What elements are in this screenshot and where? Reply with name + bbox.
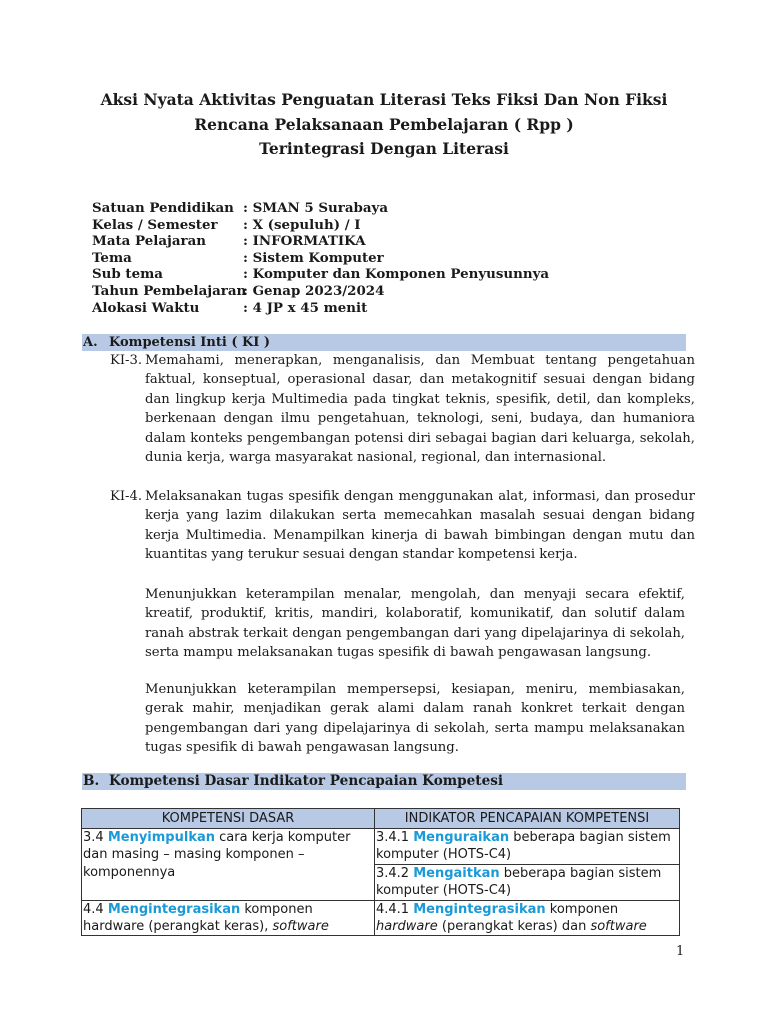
info-value: : SMAN 5 Surabaya bbox=[243, 200, 389, 216]
section-letter: B. bbox=[83, 773, 100, 789]
ki-4-paragraph-3: Menunjukkan keterampilan mempersepsi, kesiapan, meniru, membiasakan, gerak mahir, menjadikan gerak alami dalam ranah konkret terkait dengan pengembangan dari yang dipelajarinya di sekolah, serta mampu melaksanakan tugas spesifik di bawah pengawasan langsung. bbox=[145, 682, 685, 756]
ipk-number: 3.4.2 bbox=[376, 865, 414, 881]
kd-keyword: Mengintegrasikan bbox=[107, 901, 241, 917]
ipk-keyword: Mengaitkan bbox=[413, 865, 500, 881]
section-a-heading bbox=[82, 334, 686, 351]
ki-number: KI-4. bbox=[110, 489, 143, 504]
section-b-heading bbox=[82, 773, 686, 790]
info-value: : X (sepuluh) / I bbox=[243, 216, 361, 233]
ipk-cell bbox=[375, 829, 680, 865]
info-row bbox=[92, 217, 549, 234]
info-value: : Komputer dan Komponen Penyusunnya bbox=[243, 266, 550, 283]
info-row bbox=[92, 283, 549, 300]
section-title: Kompetensi Dasar Indikator Pencapaian Kompetesi bbox=[109, 773, 504, 789]
info-row bbox=[92, 250, 549, 267]
section-letter: A. bbox=[83, 335, 98, 350]
ki-text: Melaksanakan tugas spesifik dengan menggunakan alat, informasi, dan prosedur kerja yang lazim dilakukan serta memecahkan masalah sesuai dengan bidang kerja Multimedia. Menampilkan kinerja di bawah bimbingan dengan mutu dan kuantitas yang terukur sesuai dengan standar kompetensi kerja. bbox=[145, 489, 695, 563]
info-row bbox=[92, 233, 549, 250]
ipk-text: beberapa bagian sistem komputer (HOTS-C4) bbox=[376, 865, 662, 899]
ipk-number: 4.4.1 bbox=[376, 901, 414, 917]
page-number: 1 bbox=[676, 944, 685, 959]
kd-text: komponen hardware (perangkat keras), bbox=[83, 901, 313, 935]
kd-cell bbox=[82, 829, 375, 901]
info-value: : Genap 2023/2024 bbox=[243, 282, 385, 299]
ipk-cell bbox=[375, 864, 680, 900]
ki-4-paragraph-2: Menunjukkan keterampilan menalar, mengolah, dan menyaji secara efektif, kreatif, produktif, kritis, mandiri, kolaboratif, komunikatif, dan solutif dalam ranah abstrak terkait dengan pengembangan dari yang dipelajarinya di sekolah, serta mampu melaksanakan tugas spesifik di bawah pengawasan langsung. bbox=[145, 587, 685, 661]
ipk-emphasis: software bbox=[590, 919, 647, 935]
ipk-keyword: Menguraikan bbox=[413, 830, 510, 845]
info-label: Tahun Pembelajaran bbox=[92, 282, 247, 299]
doc-title-line-2: Rencana Pelaksanaan Pembelajaran ( Rpp ) bbox=[194, 115, 574, 134]
ipk-text: komponen bbox=[545, 901, 619, 917]
info-label: Sub tema bbox=[92, 266, 163, 283]
identity-block bbox=[92, 200, 549, 316]
column-header-kd: KOMPETENSI DASAR bbox=[82, 809, 375, 829]
ipk-text: beberapa bagian sistem komputer (HOTS-C4) bbox=[376, 830, 671, 863]
info-label: Alokasi Waktu bbox=[92, 299, 200, 316]
kd-number: 3.4 bbox=[83, 830, 108, 845]
kd-keyword: Menyimpulkan bbox=[107, 830, 215, 845]
table-row bbox=[82, 829, 680, 865]
info-value: : INFORMATIKA bbox=[243, 233, 366, 250]
info-row bbox=[92, 300, 549, 317]
kd-text: cara kerja komputer dan masing – masing komponen – komponennya bbox=[83, 830, 351, 880]
info-label: Kelas / Semester bbox=[92, 216, 218, 233]
ipk-emphasis: hardware bbox=[376, 919, 438, 935]
ipk-text: (perangkat keras) dan bbox=[437, 919, 591, 935]
info-row bbox=[92, 200, 549, 217]
table-row bbox=[82, 900, 680, 936]
info-label: Satuan Pendidikan bbox=[92, 200, 234, 216]
doc-title-line-1: Aksi Nyata Aktivitas Penguatan Literasi Teks Fiksi Dan Non Fiksi bbox=[100, 90, 668, 109]
info-row bbox=[92, 266, 549, 283]
info-label: Mata Pelajaran bbox=[92, 233, 207, 250]
doc-title-line-3: Terintegrasi Dengan Literasi bbox=[259, 139, 509, 158]
section-title: Kompetensi Inti ( KI ) bbox=[109, 335, 271, 350]
ipk-cell bbox=[375, 900, 680, 936]
column-header-ipk: INDIKATOR PENCAPAIAN KOMPETENSI bbox=[375, 809, 680, 829]
ki-text: Memahami, menerapkan, menganalisis, dan Membuat tentang pengetahuan faktual, konseptual, operasional dasar, dan metakognitif sesuai dengan bidang dan lingkup kerja Multimedia pada tingkat teknis, spesifik, detil, dan kompleks, berkenaan dengan ilmu pengetahuan, teknologi, seni, budaya, dan humaniora dalam konteks pengembangan potensi diri sebagai bagian dari keluarga, sekolah, dunia kerja, warga masyarakat nasional, regional, dan internasional. bbox=[145, 353, 695, 466]
kd-cell bbox=[82, 900, 375, 936]
info-value: : 4 JP x 45 menit bbox=[243, 299, 368, 316]
ipk-number: 3.4.1 bbox=[376, 830, 414, 845]
table-header-row bbox=[82, 809, 680, 829]
competency-table bbox=[81, 808, 680, 936]
info-value: : Sistem Komputer bbox=[243, 249, 384, 266]
ipk-keyword: Mengintegrasikan bbox=[413, 901, 546, 917]
kd-emphasis: software bbox=[272, 919, 329, 935]
info-label: Tema bbox=[92, 249, 132, 266]
kd-number: 4.4 bbox=[83, 901, 108, 917]
ki-number: KI-3. bbox=[110, 353, 143, 368]
